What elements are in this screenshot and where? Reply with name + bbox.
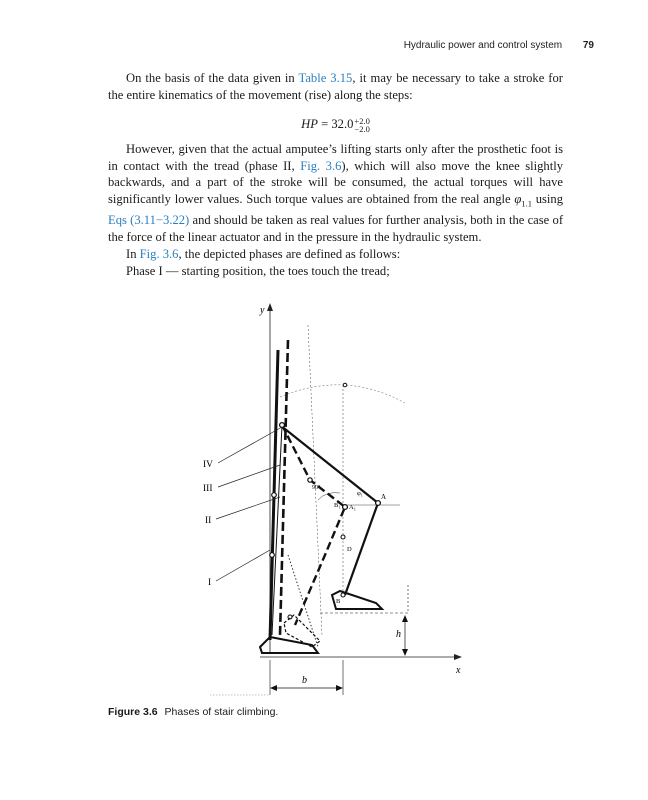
phi-subscript: 1.1 (521, 198, 532, 209)
leader-III (218, 465, 280, 487)
label-A: A (381, 493, 387, 501)
p3-text-a: In (126, 247, 140, 261)
x-axis-label: x (456, 665, 461, 676)
x-axis-arrow (454, 654, 462, 660)
label-90-degrees: 90° (312, 485, 321, 491)
running-header (404, 40, 594, 51)
joint-B (341, 593, 345, 597)
stroke-equation (108, 116, 563, 133)
phase-label-III: III (203, 484, 213, 494)
page-number: 79 (582, 40, 594, 51)
knee-joint-A (376, 501, 381, 506)
phase-2-leg (280, 340, 288, 635)
y-axis-arrow (267, 303, 273, 311)
arc-apex (343, 383, 347, 387)
leader-IV (218, 427, 282, 463)
phi-symbol: φ (514, 192, 522, 207)
y-axis-label: y (260, 305, 265, 316)
leader-I (216, 550, 270, 581)
p2-text-d: and should be taken as real values for further analysis, both in the case of the force of the linear actuator and in the pressure in the hydraulic system. (108, 213, 564, 245)
phases-diagram (200, 295, 470, 705)
joint-D (341, 535, 345, 539)
fig-3-6-link-2[interactable]: Fig. 3.6 (139, 247, 179, 261)
paragraph-3 (108, 246, 563, 263)
p1-text-b: , it may be necessary to take a stroke for the entire kinematics of the movement (rise) along the steps: (108, 71, 563, 102)
equation-sup: +2.0 (354, 115, 370, 126)
swing-arc (280, 385, 405, 403)
knee-joint-A1 (343, 505, 348, 510)
phase-label-I: I (208, 578, 212, 588)
equation-tolerance (354, 117, 369, 133)
caption-label: Figure 3.6 (108, 706, 158, 718)
hip-joint (280, 423, 285, 428)
body-text (108, 70, 563, 280)
paragraph-1 (108, 70, 563, 104)
b-label: b (302, 675, 307, 686)
phase-3-joint (308, 478, 312, 482)
b-arrow-right (336, 685, 343, 691)
caption-text: Phases of stair climbing. (164, 706, 279, 718)
phase-label-II: II (205, 516, 212, 526)
equation-sub: −2.0 (354, 123, 370, 134)
p2-text-a: However, given that the actual amputee’s lifting starts only after the prosthetic foot is in contact with the tread (phase II, (108, 141, 563, 173)
phase-2-foot (284, 615, 320, 647)
running-title: Hydraulic power and control system (403, 40, 563, 51)
p1-text-a: On the basis of the data given in (126, 71, 299, 85)
phase-1-definition: Phase I — starting position, the toes touch the tread; (126, 263, 390, 278)
label-phi: φ₁ (357, 490, 364, 497)
phase-1-joint-upper (272, 493, 277, 498)
p3-text-b: , the depicted phases are defined as follows: (178, 247, 401, 261)
b-arrow-left (270, 685, 277, 691)
p2-text-b: ), which will also move the knee slightly backwards, and a part of the stroke will be consumed, the actual torques will have significantly lower values. Such torque values are obtained from the real angle (108, 158, 564, 207)
eqs-link[interactable]: Eqs (3.11−3.22) (108, 213, 190, 228)
equation-value: = 32.0 (317, 116, 354, 131)
label-B1: B₁ (334, 502, 341, 509)
stair-climbing-figure (200, 295, 470, 705)
h-label: h (396, 629, 401, 640)
label-A1: A₁ (349, 504, 356, 511)
label-D: D (347, 546, 352, 553)
p2-text-c: using (531, 192, 563, 207)
label-B: B (336, 598, 341, 605)
table-3-15-link[interactable]: Table 3.15 (298, 71, 353, 85)
equation-lhs: HP (301, 116, 318, 131)
phase-3-leg (282, 425, 345, 625)
paragraph-4 (108, 263, 563, 280)
fig-3-6-link[interactable]: Fig. 3.6 (300, 158, 342, 173)
dotted-shank (288, 555, 318, 647)
phase-label-IV: IV (203, 460, 214, 470)
paragraph-2 (108, 141, 563, 246)
figure-caption (108, 706, 278, 718)
h-arrow-bottom (402, 649, 408, 656)
phase-1-joint-lower (270, 553, 275, 558)
h-arrow-top (402, 615, 408, 622)
